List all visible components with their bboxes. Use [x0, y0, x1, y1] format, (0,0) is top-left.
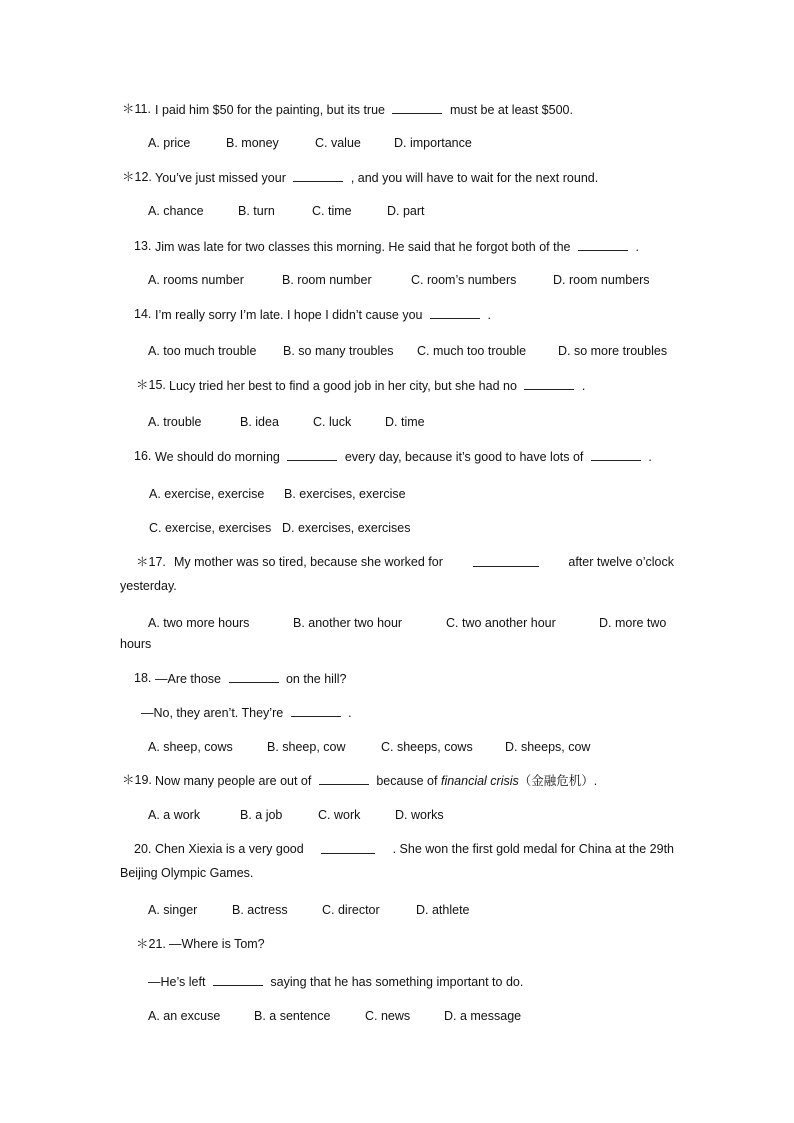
option-b: B. actress [232, 903, 288, 917]
question-stem [155, 306, 491, 323]
option-d: D. part [387, 204, 425, 218]
option-b: B. turn [238, 204, 275, 218]
option-c: C. work [318, 808, 361, 822]
question-number: 18. [134, 671, 152, 685]
option-c: C. news [365, 1009, 411, 1023]
answer-blank [524, 377, 574, 390]
option-c: C. director [322, 903, 380, 917]
stem-text: I paid him $50 for the painting, but its true [155, 103, 385, 117]
reply-text: —He’s left [148, 975, 206, 989]
option-a: A. two more hours [148, 616, 250, 630]
question-number: 20. [134, 842, 152, 856]
option-a: A. sheep, cows [148, 740, 233, 754]
option-a: A. trouble [148, 415, 202, 429]
stem-text: on the hill? [285, 672, 347, 686]
option-d: D. importance [394, 136, 472, 150]
question-number: ＊11. [122, 102, 151, 116]
option-d-wrap: hours [120, 637, 152, 651]
reply-text: saying that he has something important to do. [270, 975, 524, 989]
option-d: D. so more troubles [558, 344, 668, 358]
option-c: C. two another hour [446, 616, 556, 630]
option-d: D. works [395, 808, 444, 822]
question-stem [155, 448, 652, 465]
stem-chinese-gloss: （金融危机）. [518, 774, 598, 788]
option-b: B. money [226, 136, 279, 150]
stem-text: because of [376, 774, 438, 788]
option-a: A. singer [148, 903, 198, 917]
option-d: D. a message [444, 1009, 522, 1023]
answer-blank [430, 306, 480, 319]
stem-text: , and you will have to wait for the next round. [350, 171, 599, 185]
option-c: C. sheeps, cows [381, 740, 473, 754]
option-a: A. exercise, exercise [149, 487, 265, 501]
option-c: C. room’s numbers [411, 273, 517, 287]
answer-blank [291, 704, 341, 717]
stem-text: . [635, 240, 639, 254]
option-c: C. time [312, 204, 352, 218]
stem-text: —Are those [155, 672, 222, 686]
option-a: A. too much trouble [148, 344, 257, 358]
question-number: 13. [134, 239, 152, 253]
option-b: B. exercises, exercise [284, 487, 406, 501]
answer-blank [293, 169, 343, 182]
question-stem [169, 377, 585, 394]
stem-italic-text: financial crisis [440, 774, 519, 788]
stem-text: Beijing Olympic Games. [120, 866, 254, 880]
stem-text: . She won the first gold medal for China at the 29th [392, 842, 674, 856]
answer-blank [473, 554, 539, 567]
question-number: ＊15. [136, 378, 166, 392]
answer-blank [287, 448, 337, 461]
stem-text: Lucy tried her best to find a good job in her city, but she had no [169, 379, 517, 393]
stem-text: My mother was so tired, because she worked for [174, 555, 443, 569]
option-a: A. chance [148, 204, 204, 218]
option-a: A. rooms number [148, 273, 244, 287]
option-c: C. exercise, exercises [149, 521, 272, 535]
stem-text: after twelve o’clock [568, 555, 674, 569]
question-number: ＊12. [122, 170, 152, 184]
stem-text: I’m really sorry I’m late. I hope I didn’t cause you [155, 308, 423, 322]
question-stem [155, 101, 573, 118]
stem-text: Now many people are out of [155, 774, 312, 788]
question-stem [155, 670, 346, 687]
question-number: ＊17. [136, 555, 166, 569]
question-reply [141, 704, 352, 721]
stem-text: . [487, 308, 491, 322]
option-c: C. much too trouble [417, 344, 527, 358]
stem-text: We should do morning [155, 450, 280, 464]
question-number: 14. [134, 307, 152, 321]
option-b: B. room number [282, 273, 372, 287]
option-b: B. a job [240, 808, 283, 822]
stem-text: You’ve just missed your [155, 171, 286, 185]
stem-text: . [648, 450, 652, 464]
option-b: B. a sentence [254, 1009, 331, 1023]
stem-text: —Where is Tom? [169, 937, 265, 951]
option-a: A. price [148, 136, 191, 150]
option-d: D. more two [599, 616, 667, 630]
option-c: C. value [315, 136, 361, 150]
option-d: D. sheeps, cow [505, 740, 591, 754]
answer-blank [213, 973, 263, 986]
answer-blank [591, 448, 641, 461]
question-stem [155, 841, 674, 857]
stem-text: Chen Xiexia is a very good [155, 842, 304, 856]
option-b: B. idea [240, 415, 279, 429]
reply-text: —No, they aren’t. They’re [141, 706, 284, 720]
answer-blank [392, 101, 442, 114]
answer-blank [321, 841, 375, 854]
stem-text: yesterday. [120, 579, 177, 593]
question-stem [174, 554, 674, 570]
option-b: B. another two hour [293, 616, 403, 630]
question-reply [148, 973, 523, 990]
question-number: ＊19. [122, 773, 152, 787]
question-number: 16. [134, 449, 152, 463]
option-b: B. so many troubles [283, 344, 394, 358]
option-a: A. an excuse [148, 1009, 221, 1023]
option-d: D. room numbers [553, 273, 650, 287]
option-b: B. sheep, cow [267, 740, 346, 754]
answer-blank [229, 670, 279, 683]
stem-text: every day, because it’s good to have lots of [344, 450, 584, 464]
stem-text: . [581, 379, 586, 393]
answer-blank [319, 772, 369, 785]
option-d: D. exercises, exercises [282, 521, 411, 535]
option-c: C. luck [313, 415, 352, 429]
question-stem [155, 238, 639, 255]
answer-blank [578, 238, 628, 251]
reply-text: . [348, 706, 352, 720]
option-d: D. time [385, 415, 425, 429]
option-d: D. athlete [416, 903, 470, 917]
question-number: ＊21. [136, 937, 166, 951]
stem-text: must be at least $500. [449, 103, 573, 117]
stem-text: Jim was late for two classes this morning. He said that he forgot both of the [155, 240, 571, 254]
option-a: A. a work [148, 808, 201, 822]
question-stem [155, 772, 597, 789]
question-stem [155, 169, 598, 186]
